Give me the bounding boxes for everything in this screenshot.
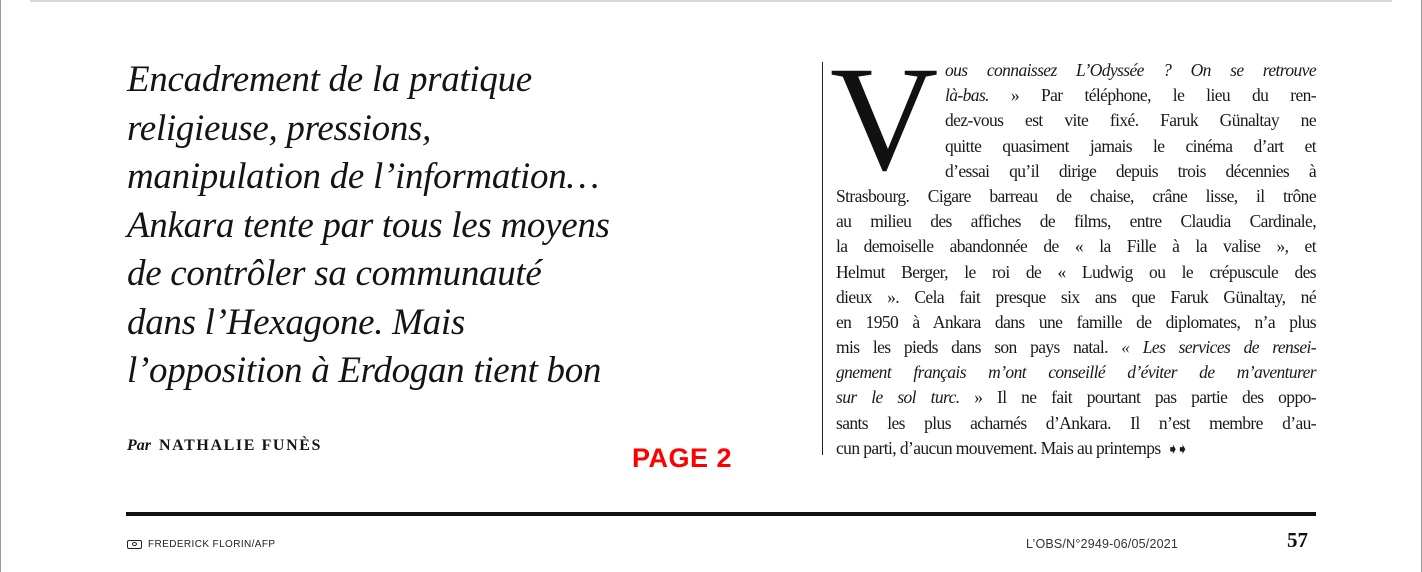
deck-line: dans l’Hexagone. Mais (127, 301, 465, 343)
drop-cap: V (830, 36, 937, 202)
body-line: Strasbourg. Cigare barreau de chaise, crâne lisse, il trône (836, 185, 1316, 206)
deck-line: religieuse, pressions, (127, 107, 432, 149)
body-line: sants les plus acharnés d’Ankara. Il n’est membre d’au- (836, 412, 1316, 433)
byline (127, 437, 322, 455)
body-italic: ous connaissez L’Odyssée ? On se retrouve (945, 60, 1316, 80)
deck-line: manipulation de l’information… (127, 156, 600, 197)
body-line: au milieu des affiches de films, entre Claudia Cardinale, (836, 211, 1316, 232)
column-rule (822, 62, 823, 455)
body-line: en 1950 à Ankara dans une famille de diplomates, n’a plus (836, 311, 1316, 332)
byline-prefix: Par (127, 437, 151, 454)
body-italic: « Les services de rensei- (1121, 337, 1317, 358)
body-line: quitte quasiment jamais le cinéma d’art et (945, 135, 1316, 156)
body-line (836, 360, 1316, 385)
article-deck (127, 56, 687, 396)
body-text: cun parti, d’aucun mouvement. Mais au printemps (836, 437, 1161, 458)
body-italic: sur le sol turc. (836, 387, 960, 408)
body-italic: gnement français m’ont conseillé d’éviter de m’aventurer (836, 362, 1316, 383)
body-line (836, 335, 1316, 360)
page-frame-top (30, 0, 1392, 2)
body-line: Helmut Berger, le roi de « Ludwig ou le crépuscule des (836, 261, 1316, 282)
deck-line: Encadrement de la pratique (127, 59, 532, 100)
photo-credit-text: FREDERICK FLORIN/AFP (148, 539, 276, 550)
body-line (836, 436, 1316, 461)
body-text: mis les pieds dans son pays natal. (836, 337, 1122, 358)
body-line: la demoiselle abandonnée de « la Fille à la valise », et (836, 236, 1316, 257)
body-line: dieux ». Cela fait presque six ans que Faruk Günaltay, né (836, 286, 1316, 307)
page-label: PAGE 2 (632, 443, 733, 473)
page-frame-left (0, 0, 1, 572)
body-text: » Il ne fait pourtant pas partie des oppo- (959, 387, 1316, 408)
byline-author: NATHALIE FUNÈS (159, 437, 323, 454)
body-line (836, 58, 1316, 83)
body-line (836, 83, 1316, 108)
page-number: 57 (1287, 528, 1308, 552)
body-line: dez-vous est vite fixé. Faruk Günaltay ne (945, 110, 1316, 131)
continue-arrow-icon: ➧➧ (1166, 439, 1186, 458)
photo-credit (127, 539, 275, 550)
body-italic: là-bas. (945, 85, 989, 106)
deck-line: l’opposition à Erdogan tient bon (127, 350, 602, 391)
article-body (836, 58, 1316, 461)
deck-line: Ankara tente par tous les moyens (127, 204, 610, 246)
body-text: » Par téléphone, le lieu du ren- (988, 85, 1316, 106)
footer-rule (126, 512, 1316, 516)
body-line (836, 385, 1316, 410)
camera-icon (127, 540, 142, 549)
body-line: d’essai qu’il dirige depuis trois décennies à (945, 160, 1316, 181)
deck-line: de contrôler sa communauté (127, 253, 542, 294)
issue-info: L’OBS/N°2949-06/05/2021 (1026, 537, 1179, 551)
